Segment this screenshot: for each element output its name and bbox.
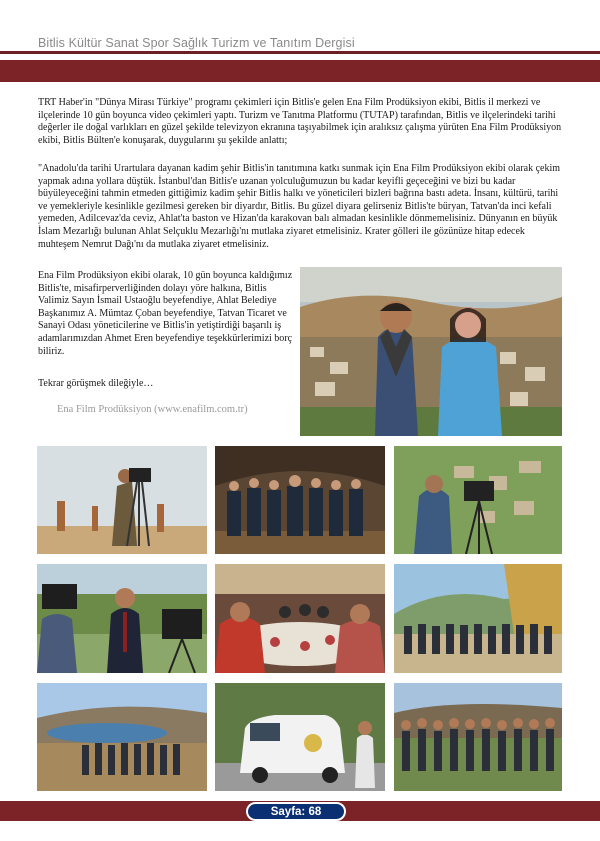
header-band xyxy=(0,60,600,82)
photo-group-nemrut-crater xyxy=(37,683,207,791)
photo-group-hilltop xyxy=(394,683,562,791)
photo-group-lakeside xyxy=(394,564,562,673)
photo-group-dinner xyxy=(215,564,385,673)
header-divider xyxy=(0,51,600,54)
article-paragraph-quote: "Anadolu'da tarihi Urartulara dayanan kadim şehir Bitlis'in tanıtımına katkı sunmak için Ena Film Prodüksiyon ekibi olarak çekim yapmak adına yollara düştük. İstanbul'dan Bitlis'e uzanan yolculuğumuzun bu kadar keyifli geçeceğini ve bizi bu kadar büyüleyeceğini tahmin etmeden gittiğimiz kadim şehir Bitlis halkı ve yöneticileri bizleri bağrına bastı adeta. İnsanı, kültürü, tarihi ve yemekleriyle kesinlikle gezilmesi gereken bir diyardır, Bitlis. Bu güzel diyara gelirseniz Bitlis'te büryan, Tatvan'da inci kefali yemeden, Adilcevaz'da ceviz, Ahlat'ta baston ve Hizan'da karakovan balı almadan kesinlikle dönmemelisiniz. Dünyanın en büyük İslam Mezarlığı bulunan Ahlat Selçuklu Mezarlığı'nı mutlaka ziyaret etmelisiniz. Krater gölleri ile gözünüze hitap edecek muhteşem Nemrut Dağı'nı da mutlaka ziyaret etmelisiniz. xyxy=(38,163,561,250)
photo-interview-filming xyxy=(37,564,207,673)
magazine-title: Bitlis Kültür Sanat Spor Sağlık Turizm ve Tanıtım Dergisi xyxy=(38,36,355,50)
photo-cameraman-hillside xyxy=(394,446,562,554)
article-paragraph-intro: TRT Haber'in "Dünya Mirası Türkiye" programı çekimleri için Bitlis'e gelen Ena Film Prodüksiyon ekibi, Bitlis il merkezi ve ilçelerinde 10 gün boyunca video çekimleri yaptı. Turizm ve Tanıtma Platformu (TUTAP) tarafından, Bitlis ve ilçelerindeki tarihi değerler ile doğal varlıkları en güzel şekilde televizyon ekranına taşıyabilmek için aralıksız çalışma yürüten Ena Film Prodüksiyon ekibi, Bitlis Bülten'e konuşarak, duygularını şu şekilde anlattı; xyxy=(38,97,562,146)
page-number-badge xyxy=(246,802,346,821)
page-number-label: Sayfa: 68 xyxy=(270,806,322,818)
photo-group-indoor-meeting xyxy=(215,446,385,554)
closing-line: Tekrar görüşmek dileğiyle… xyxy=(38,378,154,389)
photo-vehicle-crew xyxy=(215,683,385,791)
article-paragraph-thanks: Ena Film Prodüksiyon ekibi olarak, 10 gün boyunca kaldığımız Bitlis'te, misafirperverliğinden dolayı yöre halkına, Bitlis Valimiz Sayın İsmail Ustaoğlu beyefendiye, Ahlat Belediye Başkanımız A. Mümtaz Çoban beyefendiye, Tatvan Ticaret ve Sanayi Odası yöneticilerine ve Bitlis'in yetiştirdiği başarılı iş adamlarımızdan Ahmet Eren beyefendiye teşekkürlerimizi borç biliriz. xyxy=(38,270,293,357)
signature: Ena Film Prodüksiyon (www.enafilm.com.tr) xyxy=(57,404,248,415)
photo-cameraman-ruins xyxy=(37,446,207,554)
photo-crew-portrait xyxy=(300,267,562,436)
